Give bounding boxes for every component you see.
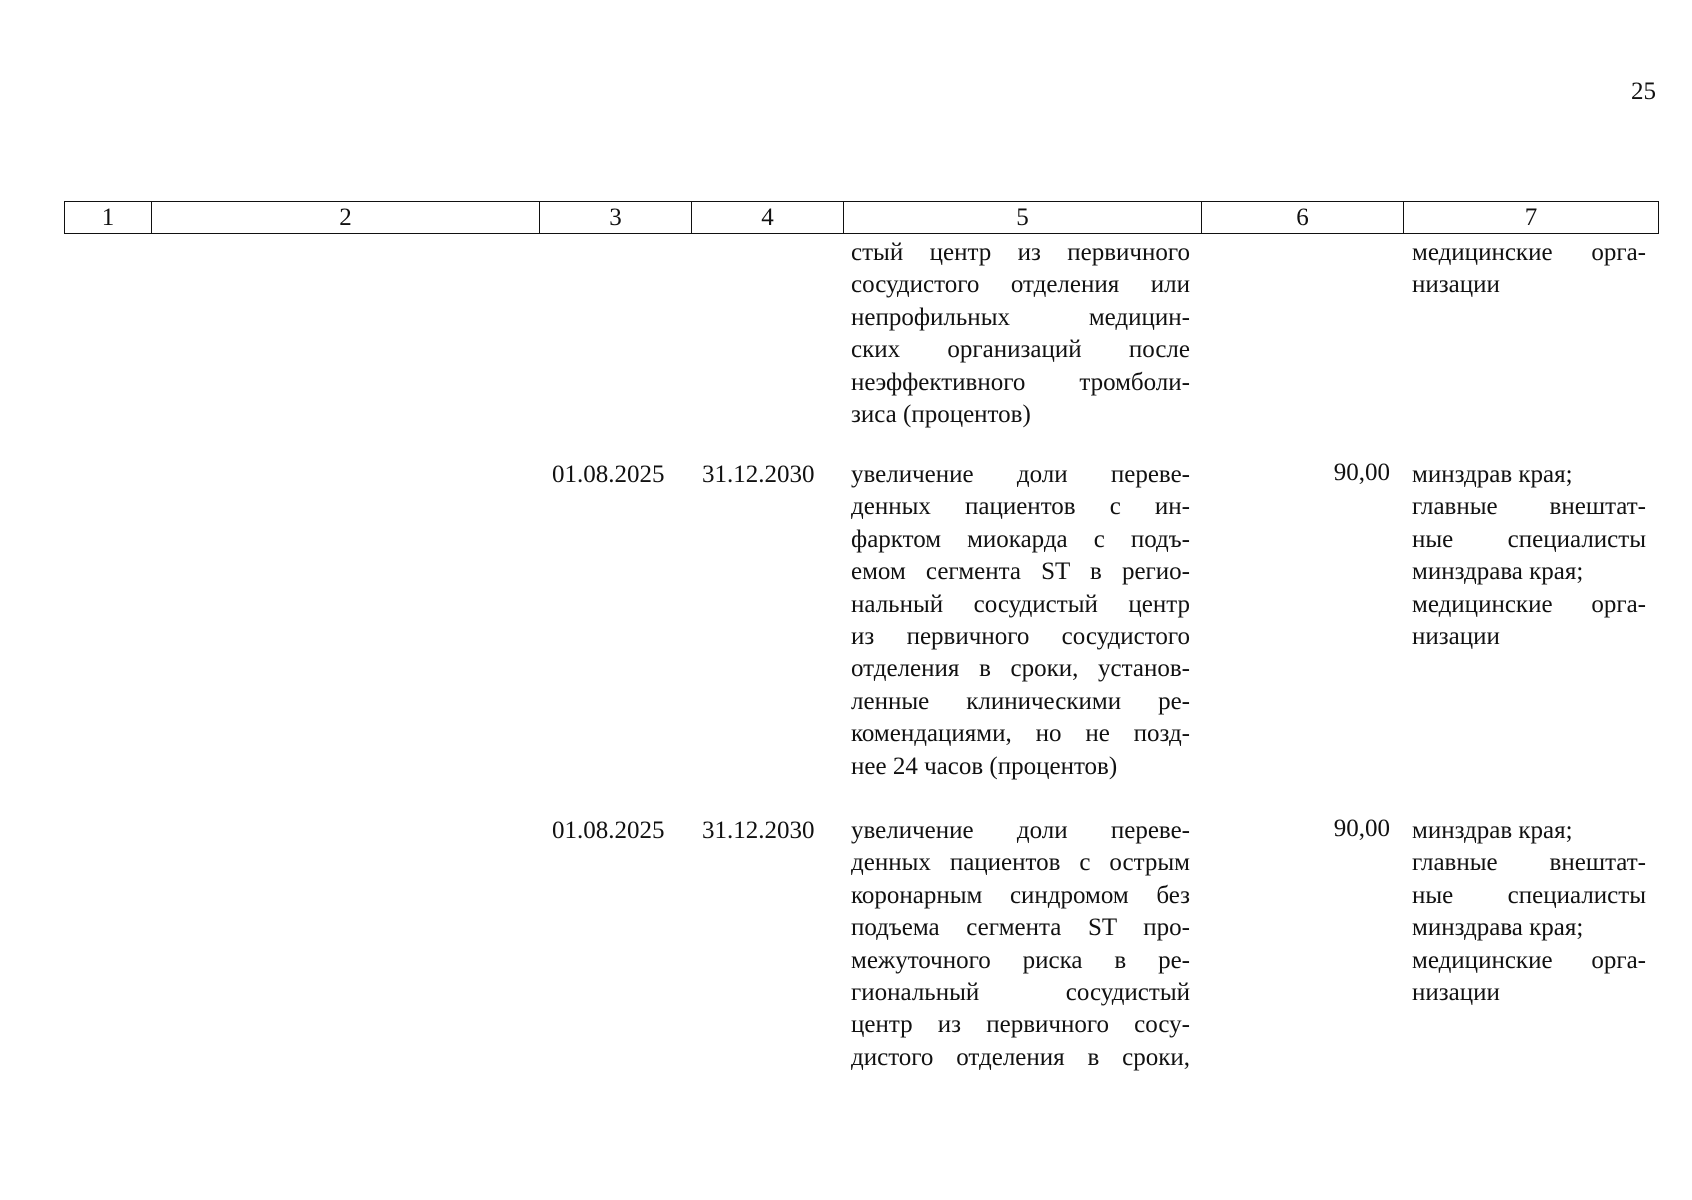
text-line: минздрава края; <box>1412 914 1584 942</box>
table-row-2-end-date: 31.12.2030 <box>702 817 815 844</box>
text-line: главные внештат- <box>1412 849 1646 877</box>
text-line: ные специалисты <box>1412 525 1646 553</box>
text-line: главные внештат- <box>1412 493 1646 521</box>
text-line: неэффективного тромболи- <box>851 368 1190 396</box>
text-line: емом сегмента ST в регио- <box>851 558 1190 586</box>
text-line: подъема сегмента ST про- <box>851 914 1190 942</box>
text-line: из первичного сосудистого <box>851 622 1190 650</box>
text-line: минздрав края; <box>1412 817 1573 844</box>
table-row-1-end-date: 31.12.2030 <box>702 461 815 488</box>
text-line: денных пациентов с острым <box>851 849 1190 877</box>
text-line: отделения в сроки, установ- <box>851 655 1190 683</box>
text-line: стый центр из первичного <box>851 239 1190 266</box>
column-header-5: 5 <box>843 201 1201 234</box>
column-header-3: 3 <box>539 201 691 234</box>
column-header-6: 6 <box>1201 201 1403 234</box>
table-row-2-responsible-text <box>1412 815 1646 1009</box>
text-line: ских организаций после <box>851 336 1190 364</box>
text-line: минздрава края; <box>1412 558 1584 586</box>
table-row-2-target-value: 90,00 <box>1333 815 1390 842</box>
page-number: 25 <box>1631 78 1656 105</box>
table-row-2-start-date: 01.08.2025 <box>552 817 665 844</box>
column-header-4: 4 <box>691 201 843 234</box>
table-row-1-start-date: 01.08.2025 <box>552 461 665 488</box>
text-line: увеличение доли переве- <box>851 817 1190 844</box>
text-line: комендациями, но не позд- <box>851 720 1190 748</box>
text-line: медицинские орга- <box>1412 946 1646 974</box>
text-line: низации <box>1412 622 1500 650</box>
text-line: гиональный сосудистый <box>851 978 1190 1006</box>
text-line: коронарным синдромом без <box>851 881 1190 909</box>
table-row-1-target-value: 90,00 <box>1333 459 1390 486</box>
text-line: минздрав края; <box>1412 461 1573 488</box>
text-line: ные специалисты <box>1412 881 1646 909</box>
text-line: сосудистого отделения или <box>851 271 1190 299</box>
text-line: нальный сосудистый центр <box>851 590 1190 618</box>
text-line: низации <box>1412 271 1500 299</box>
column-header-7: 7 <box>1403 201 1659 234</box>
table-row-2-indicator-text <box>851 815 1190 1074</box>
column-header-2: 2 <box>151 201 539 234</box>
column-header-1: 1 <box>64 201 151 234</box>
text-line: дистого отделения в сроки, <box>851 1043 1190 1071</box>
text-line: центр из первичного сосу- <box>851 1011 1190 1039</box>
text-line: ленные клиническими ре- <box>851 687 1190 715</box>
text-line: денных пациентов с ин- <box>851 493 1190 521</box>
text-line: медицинские орга- <box>1412 239 1646 266</box>
table-row-1-indicator-text <box>851 459 1190 783</box>
continuation-indicator-text <box>851 237 1190 431</box>
text-line: непрофильных медицин- <box>851 303 1190 331</box>
table-row-1-responsible-text <box>1412 459 1646 653</box>
text-line: межуточного риска в ре- <box>851 946 1190 974</box>
text-line: зиса (процентов) <box>851 400 1031 428</box>
text-line: нее 24 часов (процентов) <box>851 752 1118 780</box>
text-line: низации <box>1412 978 1500 1006</box>
continuation-responsible-text <box>1412 237 1646 302</box>
text-line: увеличение доли переве- <box>851 461 1190 488</box>
text-line: медицинские орга- <box>1412 590 1646 618</box>
text-line: фарктом миокарда с подъ- <box>851 525 1190 553</box>
